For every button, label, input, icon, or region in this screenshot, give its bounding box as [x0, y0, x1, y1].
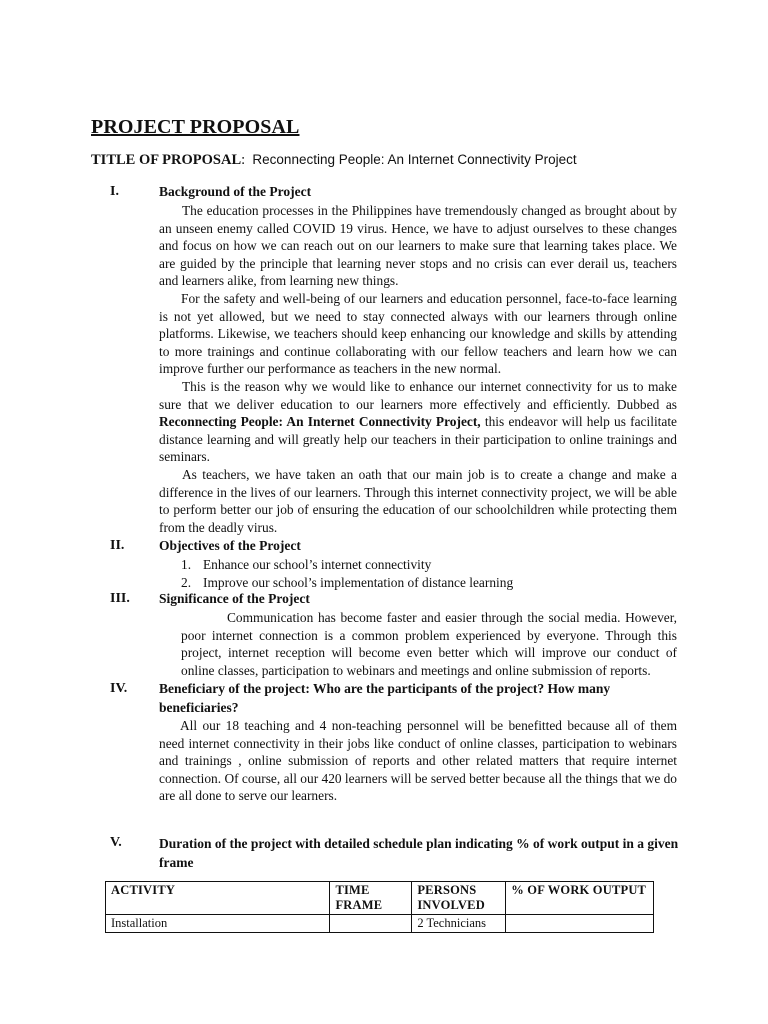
schedule-table	[105, 881, 654, 933]
proposal-title-label: TITLE OF PROPOSAL	[91, 152, 242, 168]
document-title: PROJECT PROPOSAL	[91, 116, 300, 138]
section-number: V.	[110, 835, 122, 850]
background-paragraph: This is the reason why we would like to enhance our internet connectivity for us to make sure that we deliver education to our learners more effectively and efficiently. Dubbed as Reconnecting People: An Internet Connectivity Project, this endeavor will help us facilitate distance learning and will greatly help our teachers in their participation to online trainings and seminars.	[159, 379, 677, 465]
background-paragraph: For the safety and well-being of our learners and education personnel, face-to-face learning is not yet allowed, but we need to stay connected always with our learners through online platforms. Likewise, we teachers should keep enhancing our knowledge and skills by attending to more trainings and continue collaborating with our fellow teachers and learn how we can improve further our performance as teachers in the new normal.	[159, 291, 677, 377]
section-heading: Background of the Project	[159, 184, 312, 199]
section-number: II.	[110, 538, 125, 553]
table-header-cell: ACTIVITY	[106, 882, 330, 915]
section-number: IV.	[110, 681, 128, 696]
section-heading: Duration of the project with detailed schedule plan indicating % of work output in a given frame	[159, 836, 679, 870]
table-cell: 2 Technicians	[412, 915, 506, 933]
section-number: I.	[110, 184, 119, 199]
background-paragraph: As teachers, we have taken an oath that our main job is to create a change and make a difference in the lives of our learners. Through this internet connectivity project, we will be able to perform better our job of ensuring the education of our schoolchildren while protecting them from the deadly virus.	[159, 467, 677, 535]
beneficiary-paragraph: All our 18 teaching and 4 non-teaching personnel will be benefitted because all of them need internet connectivity in their jobs like conduct of online classes, participation to webinars and trainings , online submission of reports and other related matters that require internet connection. Of course, all our 420 learners will be served better because all the things that we do are all done to serve our learners.	[159, 718, 677, 804]
list-item: 2. Improve our school’s implementation of distance learning	[181, 574, 514, 590]
table-cell	[330, 915, 412, 933]
section-heading: Objectives of the Project	[159, 538, 301, 553]
table-header-cell: % OF WORK OUTPUT	[506, 882, 654, 915]
proposal-title-value: Reconnecting People: An Internet Connectivity Project	[252, 152, 577, 167]
list-item: 1. Enhance our school’s internet connectivity	[181, 557, 432, 572]
section-number: III.	[110, 591, 130, 606]
table-row	[106, 915, 654, 933]
table-cell	[506, 915, 654, 933]
proposal-title-line: TITLE OF PROPOSAL: Reconnecting People: An Internet Connectivity Project	[91, 152, 577, 168]
significance-paragraph: Communication has become faster and easier through the social media. However, poor internet connection is a common problem experienced by everyone. Through this project, internet reception will become even better which will improve our conduct of online classes, participation to webinars and meetings and online submission of reports.	[181, 610, 677, 678]
project-name-emphasis: Reconnecting People: An Internet Connectivity Project,	[159, 414, 481, 430]
section-heading: Significance of the Project	[159, 591, 310, 606]
background-paragraph: The education processes in the Philippines have tremendously changed as brought about by an unseen enemy called COVID 19 virus. Hence, we have to adjust ourselves to these changes and focus on how we can reach out on our learners to make sure that learning takes place. We are guided by the principle that learning never stops and no crisis can ever derail us, teachers and learners alike, from learning new things.	[159, 203, 677, 289]
table-cell: Installation	[106, 915, 330, 933]
objectives-list	[181, 556, 513, 591]
table-header-cell: TIME FRAME	[330, 882, 412, 915]
section-heading: Beneficiary of the project: Who are the participants of the project? How many beneficiaries?	[159, 681, 611, 715]
table-header-row	[106, 882, 654, 915]
table-header-cell: PERSONS INVOLVED	[412, 882, 506, 915]
